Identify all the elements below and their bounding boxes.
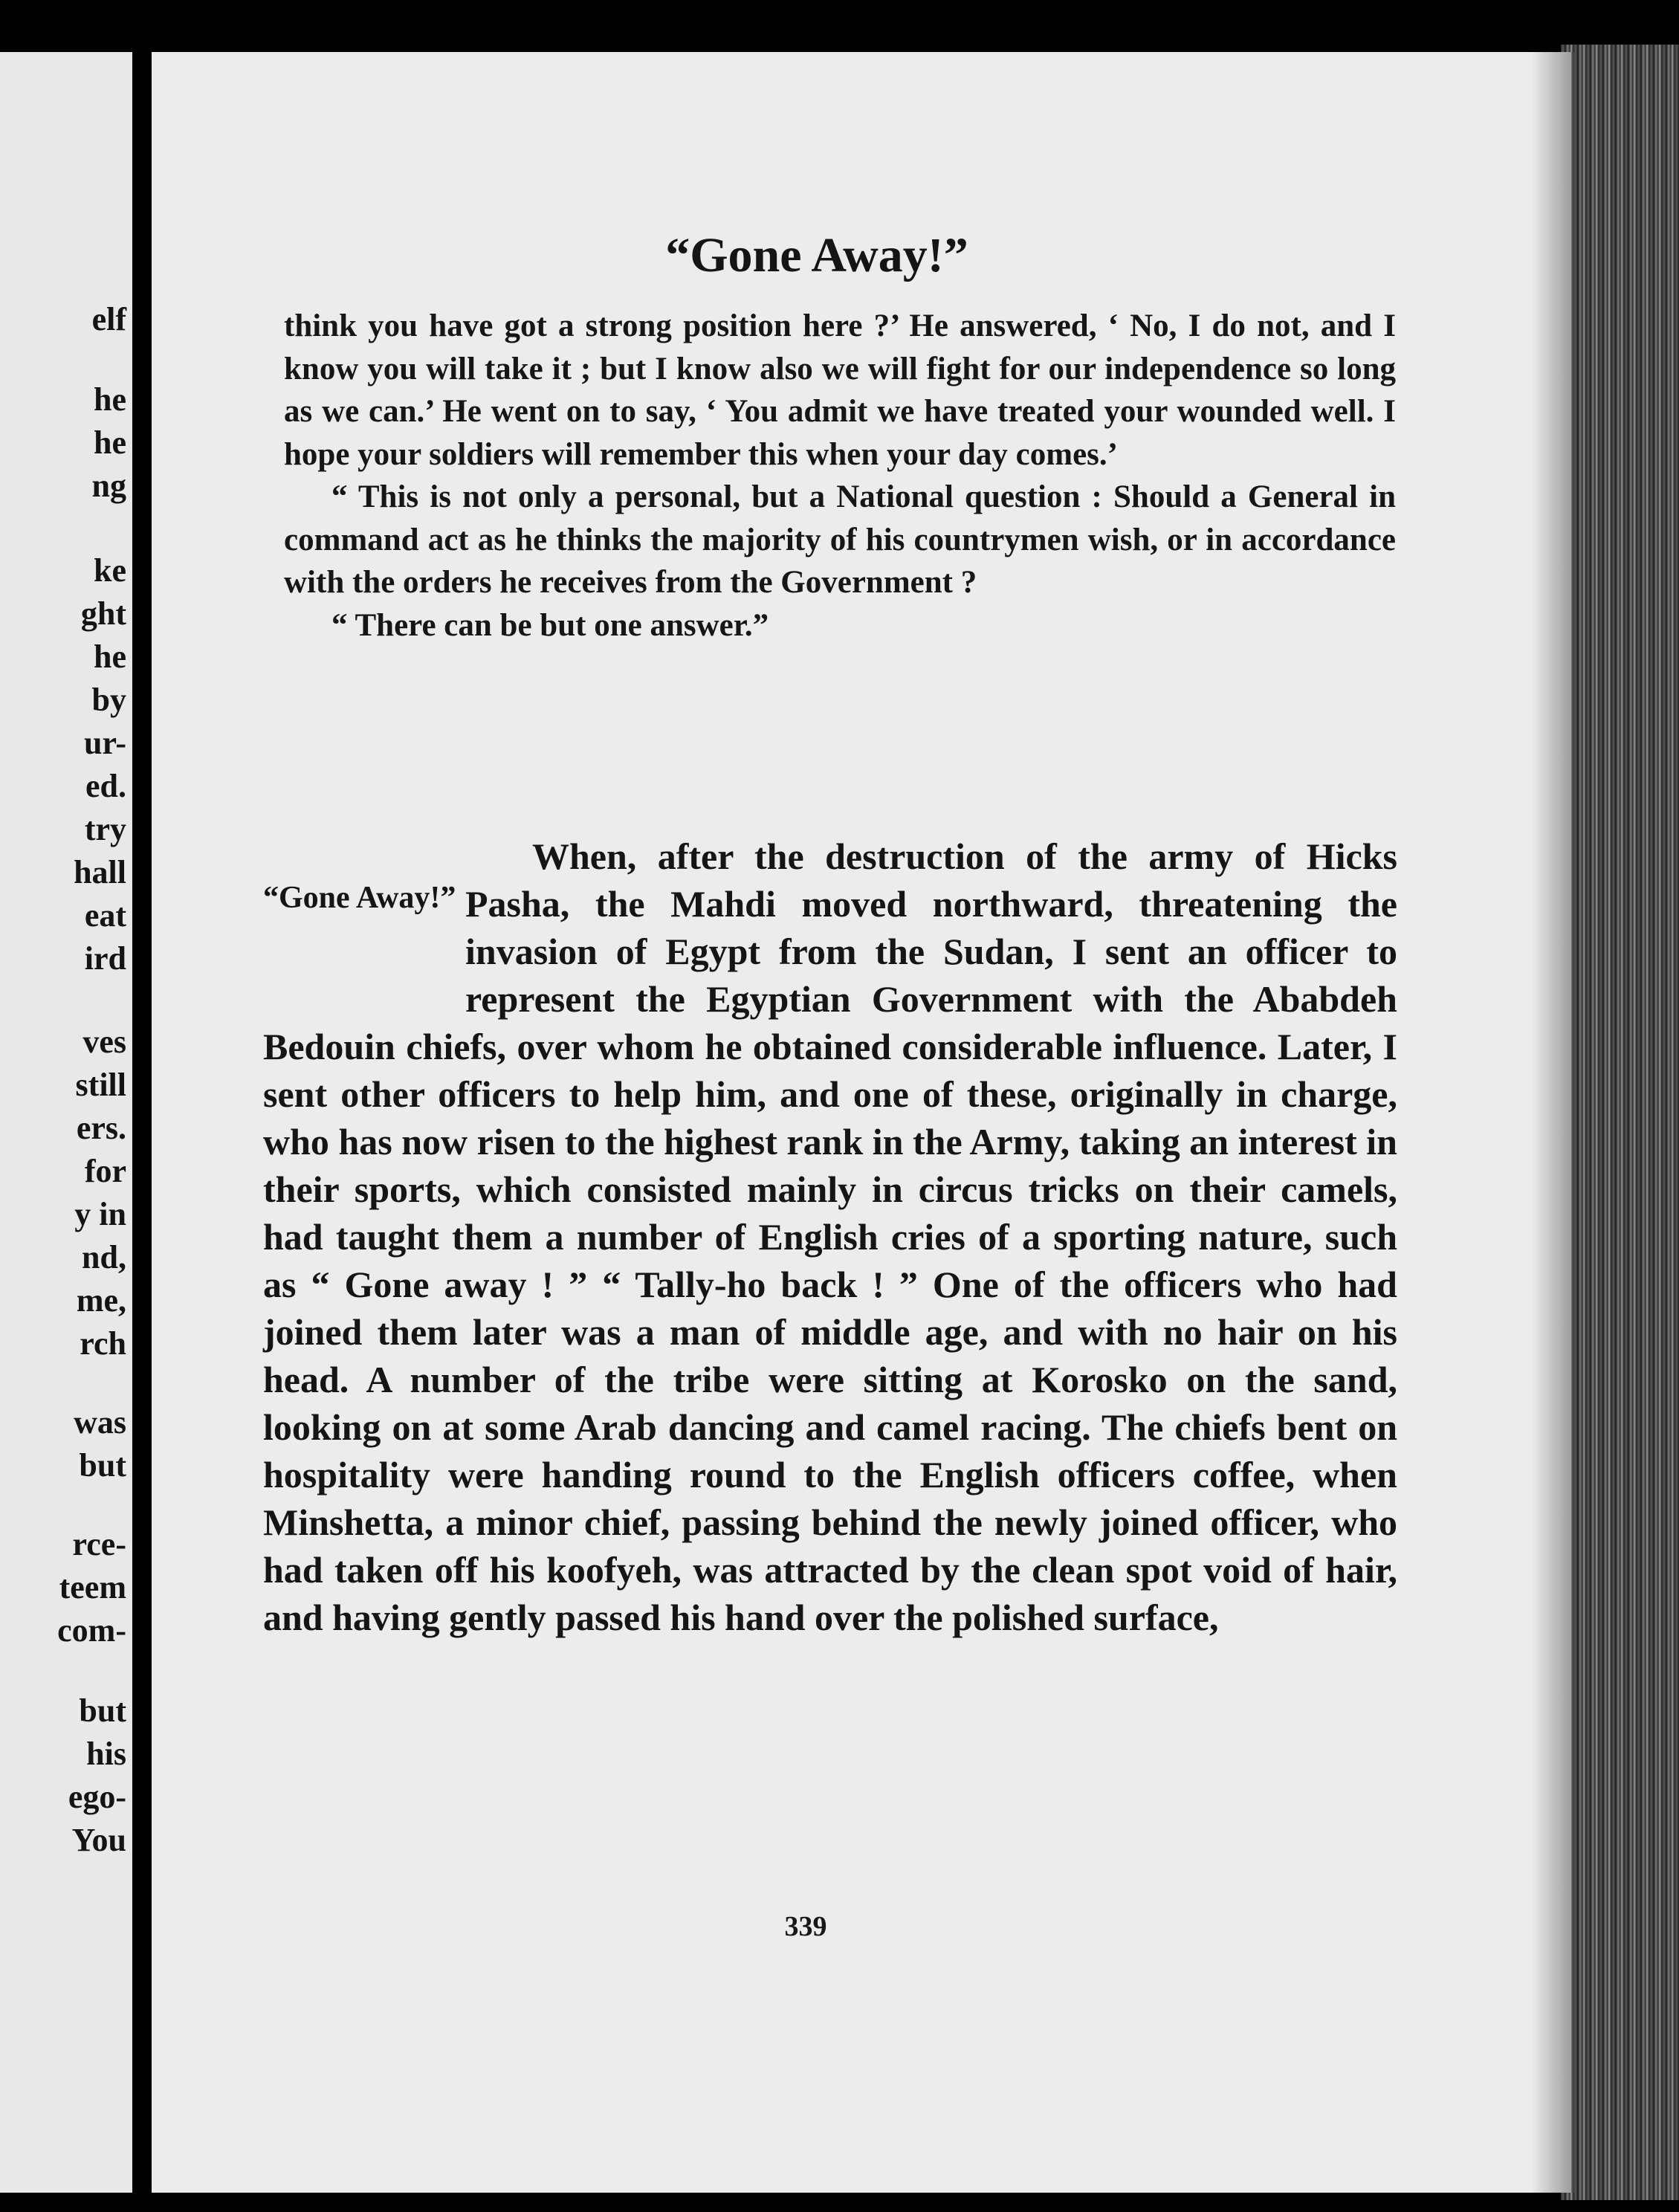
left-page-fragment: try (84, 811, 126, 847)
left-page-fragment: eat (84, 897, 126, 934)
left-page-fragment: he (94, 424, 126, 461)
body-text (263, 832, 1397, 1641)
left-page-fragment: still (75, 1067, 126, 1103)
left-page-fragment: his (86, 1736, 126, 1772)
left-page-fragment: ed. (85, 768, 126, 804)
left-page-fragment: ird (84, 940, 126, 977)
left-page-fragment: ght (80, 595, 126, 632)
quote-paragraph: “ This is not only a personal, but a National question : Should a General in command act as he thinks the majority of his countrymen wish, or in accordance with the orders he receives from the Government ? (284, 479, 1396, 600)
margin-sidenote: “Gone Away!” (263, 881, 456, 915)
left-page-fragment: rce- (72, 1526, 126, 1562)
left-page-fragment: ke (94, 552, 126, 589)
left-page-fragment: com- (57, 1612, 126, 1649)
quoted-letter (284, 305, 1396, 647)
left-page-fragment: ng (91, 468, 126, 504)
quote-paragraph: “ There can be but one answer.” (331, 607, 769, 643)
left-page-fragment: for (84, 1153, 126, 1189)
left-page-fragment: but (79, 1692, 126, 1729)
gutter-shadow (1531, 52, 1576, 2193)
left-page-fragment: he (94, 381, 126, 418)
left-page-fragment: was (74, 1404, 126, 1440)
left-page-fragment: You (71, 1822, 126, 1858)
left-page-fragment: y in (74, 1196, 126, 1232)
book-page-edge (1561, 45, 1679, 2200)
left-page-fragment: ego- (68, 1779, 126, 1815)
running-head: “Gone Away!” (665, 228, 968, 282)
left-page-fragment: teem (59, 1569, 126, 1605)
left-page-fragment: ur- (83, 725, 126, 761)
left-page-fragment: ves (83, 1023, 126, 1060)
left-page-fragment: ers. (76, 1110, 126, 1146)
left-page-fragment: me, (76, 1282, 126, 1319)
left-page-fragment: elf (91, 301, 126, 337)
left-page-fragment: he (94, 638, 126, 675)
left-facing-page (0, 52, 132, 2193)
page-number: 339 (784, 1911, 827, 1942)
left-page-fragment: by (91, 682, 126, 718)
left-page-fragment: but (79, 1447, 126, 1484)
main-page (152, 52, 1571, 2193)
left-page-fragment: hall (74, 854, 126, 890)
quote-paragraph: think you have got a strong position here ?’ He answered, ‘ No, I do not, and I know you will take it ; but I know also we will fight for our independence so long as we can.’ He went on to say, ‘ You admit we have treated your wounded well. I hope your soldiers will remember this when your day comes.’ (284, 308, 1396, 472)
left-page-fragment: nd, (82, 1239, 126, 1275)
left-page-fragment: rch (80, 1325, 126, 1362)
body-paragraph: When, after the destruction of the army of Hicks Pasha, the Mahdi moved northward, threatening the invasion of Egypt from the Sudan, I sent an officer to represent the Egyptian Government with the Ababdeh Bedouin chiefs, over whom he obtained considerable influence. Later, I sent other officers to help him, and one of these, originally in charge, who has now risen to the highest rank in the Army, taking an interest in their sports, which consisted mainly in circus tricks on their camels, had taught them a number of English cries of a sporting nature, such as “ Gone away ! ” “ Tally-ho back ! ” One of the officers who had joined them later was a man of middle age, and with no hair on his head. A number of the tribe were sitting at Korosko on the sand, looking on at some Arab dancing and camel racing. The chiefs bent on hospitality were handing round to the English officers coffee, when Minshetta, a minor chief, passing behind the newly joined officer, who had taken off his koofyeh, was attracted by the clean spot void of hair, and having gently passed his hand over the polished surface, (263, 835, 1397, 1638)
